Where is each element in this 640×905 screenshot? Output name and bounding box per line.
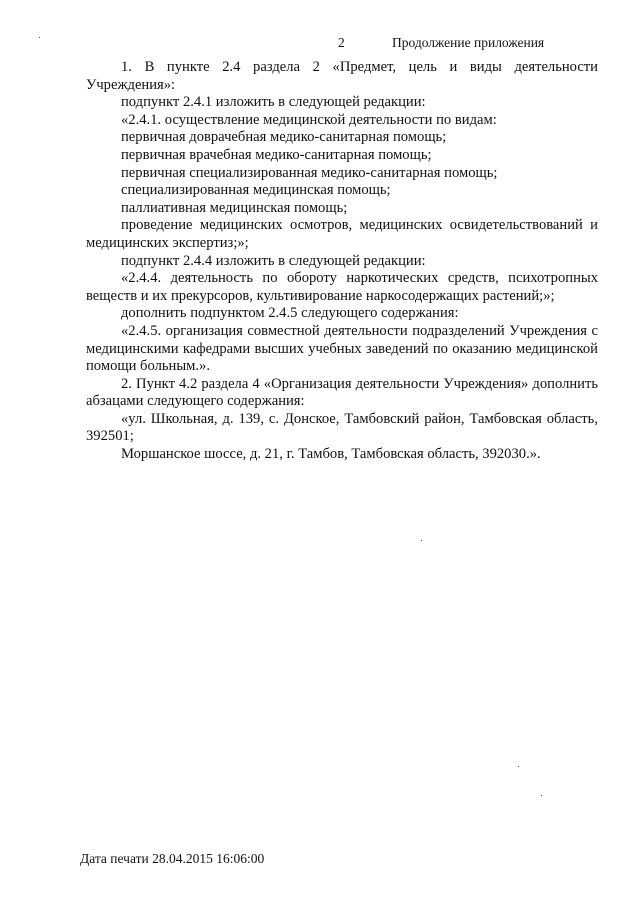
- paragraph-13: «2.4.5. организация совместной деятельности подразделений Учреждения с медицинскими кафедрами высших учебных заведений по оказанию медицинской помощи больным.».: [86, 322, 598, 375]
- print-date: Дата печати 28.04.2015 16:06:00: [80, 851, 265, 866]
- paragraph-5: первичная врачебная медико-санитарная помощь;: [121, 146, 432, 163]
- document-body: [86, 59, 598, 464]
- paragraph-3: «2.4.1. осуществление медицинской деятельности по видам:: [121, 111, 497, 128]
- scan-speck: [39, 37, 40, 38]
- scan-speck: [421, 540, 422, 541]
- paragraph-9: проведение медицинских осмотров, медицинских освидетельствований и медицинских экспертиз;»;: [86, 217, 598, 251]
- scan-speck: [541, 795, 542, 796]
- paragraph-16: Моршанское шоссе, д. 21, г. Тамбов, Тамбовская область, 392030.».: [121, 446, 541, 463]
- paragraph-7: специализированная медицинская помощь;: [121, 182, 391, 199]
- scan-speck: [518, 766, 519, 767]
- paragraph-10: подпункт 2.4.4 изложить в следующей редакции:: [121, 252, 426, 269]
- paragraph-6: первичная специализированная медико-санитарная помощь;: [121, 164, 498, 181]
- paragraph-11: «2.4.4. деятельность по обороту наркотических средств, психотропных веществ и их прекурсоров, культивирование наркосодержащих растений;»;: [86, 270, 598, 304]
- continuation-label: Продолжение приложения: [392, 35, 545, 50]
- paragraph-14: 2. Пункт 4.2 раздела 4 «Организация деятельности Учреждения» дополнить абзацами следующего содержания:: [86, 375, 598, 410]
- paragraph-15: «ул. Школьная, д. 139, с. Донское, Тамбовский район, Тамбовская область, 392501;: [86, 410, 598, 445]
- paragraph-4: первичная доврачебная медико-санитарная помощь;: [121, 129, 447, 146]
- paragraph-8: паллиативная медицинская помощь;: [121, 199, 348, 216]
- paragraph-2: подпункт 2.4.1 изложить в следующей редакции:: [121, 94, 426, 111]
- paragraph-1: 1. В пункте 2.4 раздела 2 «Предмет, цель и виды деятельности Учреждения»:: [86, 59, 598, 93]
- page-number: 2: [338, 35, 345, 50]
- paragraph-12: дополнить подпунктом 2.4.5 следующего содержания:: [121, 305, 459, 322]
